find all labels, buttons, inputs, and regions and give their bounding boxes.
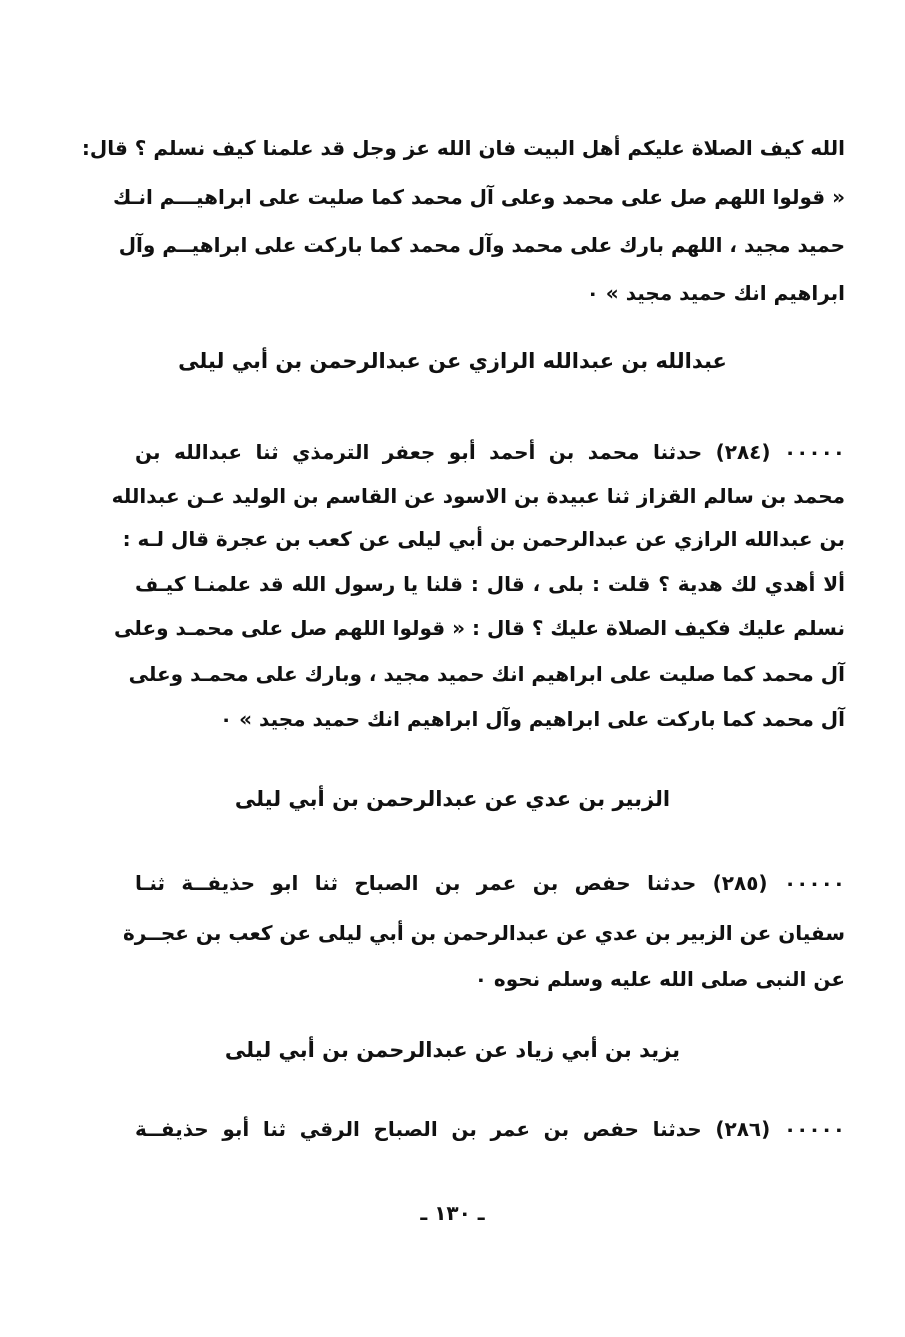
text-line: « قولوا اللهم صل على محمد وعلى آل محمد كما صليت على ابراهيـــم انـك	[113, 185, 845, 209]
text-line: آل محمد كما صليت على ابراهيم انك حميد مجيد ، وبارك على محمـد وعلى	[128, 662, 845, 686]
text-line: محمد بن سالم القزاز ثنا عبيدة بن الاسود عن القاسم بن الوليد عـن عبدالله	[111, 484, 845, 508]
text-line: سفيان عن الزبير بن عدي عن عبدالرحمن بن أبي ليلى عن كعب بن عجــرة	[122, 921, 845, 945]
section-heading: يزيد بن أبي زياد عن عبدالرحمن بن أبي ليلى	[224, 1038, 681, 1062]
page-number: ـ ١٣٠ ـ	[420, 1201, 485, 1225]
text-line: ألا أهدي لك هدية ؟ قلت : بلى ، قال : قلنا يا رسول الله قد علمنـا كيـف	[135, 572, 845, 596]
text-line: آل محمد كما باركت على ابراهيم وآل ابراهيم انك حميد مجيد » ٠	[219, 707, 845, 731]
text-line: ٠٠٠٠٠ (٢٨٤) حدثنا محمد بن أحمد أبو جعفر الترمذي ثنا عبدالله بن	[135, 440, 845, 464]
text-line: بن عبدالله الرازي عن عبدالرحمن بن أبي ليلى عن كعب بن عجرة قال لـه :	[122, 527, 845, 551]
text-line: ٠٠٠٠٠ (٢٨٥) حدثنا حفص بن عمر بن الصباح ثنا ابو حذيفــة ثنـا	[135, 871, 846, 895]
text-line: عن النبى صلى الله عليه وسلم نحوه ٠	[474, 967, 845, 991]
text-line: ابراهيم انك حميد مجيد » ٠	[586, 281, 845, 305]
text-line: حميد مجيد ، اللهم بارك على محمد وآل محمد كما باركت على ابراهيــم وآل	[118, 233, 845, 257]
text-line: نسلم عليك فكيف الصلاة عليك ؟ قال : « قولوا اللهم صل على محمـد وعلى	[114, 616, 845, 640]
section-heading: عبدالله بن عبدالله الرازي عن عبدالرحمن بن أبي ليلى	[178, 349, 727, 373]
section-heading: الزبير بن عدي عن عبدالرحمن بن أبي ليلى	[234, 787, 671, 811]
text-line: ٠٠٠٠٠ (٢٨٦) حدثنا حفص بن عمر بن الصباح الرقي ثنا أبو حذيفــة	[135, 1117, 845, 1141]
text-line: الله كيف الصلاة عليكم أهل البيت فان الله عز وجل قد علمنا كيف نسلم ؟ قال:	[81, 136, 845, 160]
